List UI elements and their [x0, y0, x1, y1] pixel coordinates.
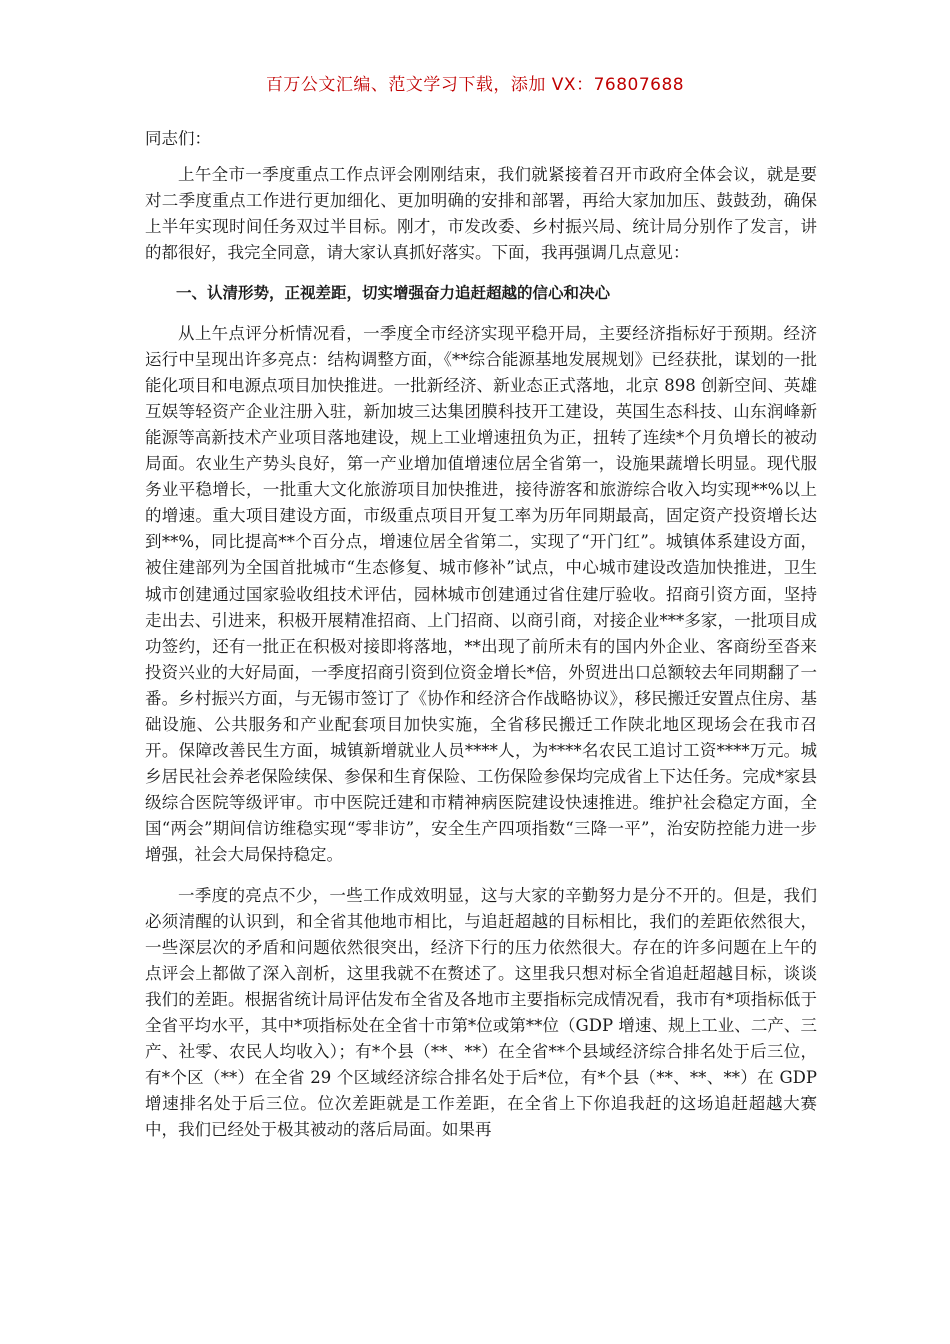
- watermark-banner: 百万公文汇编、范文学习下载，添加 VX：76807688: [265, 75, 685, 95]
- document-body: [145, 126, 817, 1157]
- body-paragraph-1: 从上午点评分析情况看，一季度全市经济实现平稳开局，主要经济指标好于预期。经济运行中呈现出许多亮点：结构调整方面，《**综合能源基地发展规划》已经获批，谋划的一批能化项目和电源点项目加快推进。一批新经济、新业态正式落地，北京 898 创新空间、英雄互娱等轻资产企业注册入驻，新加坡三达集团膜科技开工建设，英国生态科技、山东润峰新能源等高新技术产业项目落地建设，规上工业增速扭负为正，扭转了连续*个月负增长的被动局面。农业生产势头良好，第一产业增加值增速位居全省第一，设施果蔬增长明显。现代服务业平稳增长，一批重大文化旅游项目加快推进，接待游客和旅游综合收入均实现**%以上的增速。重大项目建设方面，市级重点项目开复工率为历年同期最高，固定资产投资增长达到**%，同比提高**个百分点，增速位居全省第二，实现了“开门红”。城镇体系建设方面，被住建部列为全国首批城市“生态修复、城市修补”试点，中心城市建设改造加快推进，卫生城市创建通过国家验收组技术评估，园林城市创建通过省住建厅验收。招商引资方面，坚持走出去、引进来，积极开展精准招商、上门招商、以商引商，对接企业***多家，一批项目成功签约，还有一批正在积极对接即将落地，**出现了前所未有的国内外企业、客商纷至沓来投资兴业的大好局面，一季度招商引资到位资金增长*倍，外贸进出口总额较去年同期翻了一番。乡村振兴方面，与无锡市签订了《协作和经济合作战略协议》，移民搬迁安置点住房、基础设施、公共服务和产业配套项目加快实施，全省移民搬迁工作陕北地区现场会在我市召开。保障改善民生方面，城镇新增就业人员****人，为****名农民工追讨工资****万元。城乡居民社会养老保险续保、参保和生育保险、工伤保险参保均完成省上下达任务。完成*家县级综合医院等级评审。市中医院迁建和市精神病医院建设快速推进。维护社会稳定方面，全国“两会”期间信访维稳实现“零非访”，安全生产四项指数“三降一平”，治安防控能力进一步增强，社会大局保持稳定。: [145, 323, 817, 865]
- body-paragraph-2: 一季度的亮点不少，一些工作成效明显，这与大家的辛勤努力是分不开的。但是，我们必须清醒的认识到，和全省其他地市相比，与追赶超越的目标相比，我们的差距依然很大，一些深层次的矛盾和问题依然很突出，经济下行的压力依然很大。存在的许多问题在上午的点评会上都做了深入剖析，这里我就不在赘述了。这里我只想对标全省追赶超越目标，谈谈我们的差距。根据省统计局评估发布全省及各地市主要指标完成情况看，我市有*项指标低于全省平均水平，其中*项指标处在全省十市第*位或第**位（GDP 增速、规上工业、二产、三产、社零、农民人均收入）；有*个县（**、**）在全省**个县域经济综合排名处于后三位，有*个区（**）在全省 29 个区域经济综合排名处于后*位，有*个县（**、**、**）在 GDP 增速排名处于后三位。位次差距就是工作差距，在全省上下你追我赶的这场追赶超越大赛中，我们已经处于极其被动的落后局面。如果再: [145, 885, 817, 1140]
- section-heading-1: 一、认清形势，正视差距，切实增强奋力追赶超越的信心和决心: [176, 284, 611, 303]
- salutation: 同志们：: [145, 129, 211, 148]
- intro-paragraph: 上午全市一季度重点工作点评会刚刚结束，我们就紧接着召开市政府全体会议，就是要对二季度重点工作进行更加细化、更加明确的安排和部署，再给大家加加压、鼓鼓劲，确保上半年实现时间任务双过半目标。刚才，市发改委、乡村振兴局、统计局分别作了发言，讲的都很好，我完全同意，请大家认真抓好落实。下面，我再强调几点意见：: [145, 165, 817, 263]
